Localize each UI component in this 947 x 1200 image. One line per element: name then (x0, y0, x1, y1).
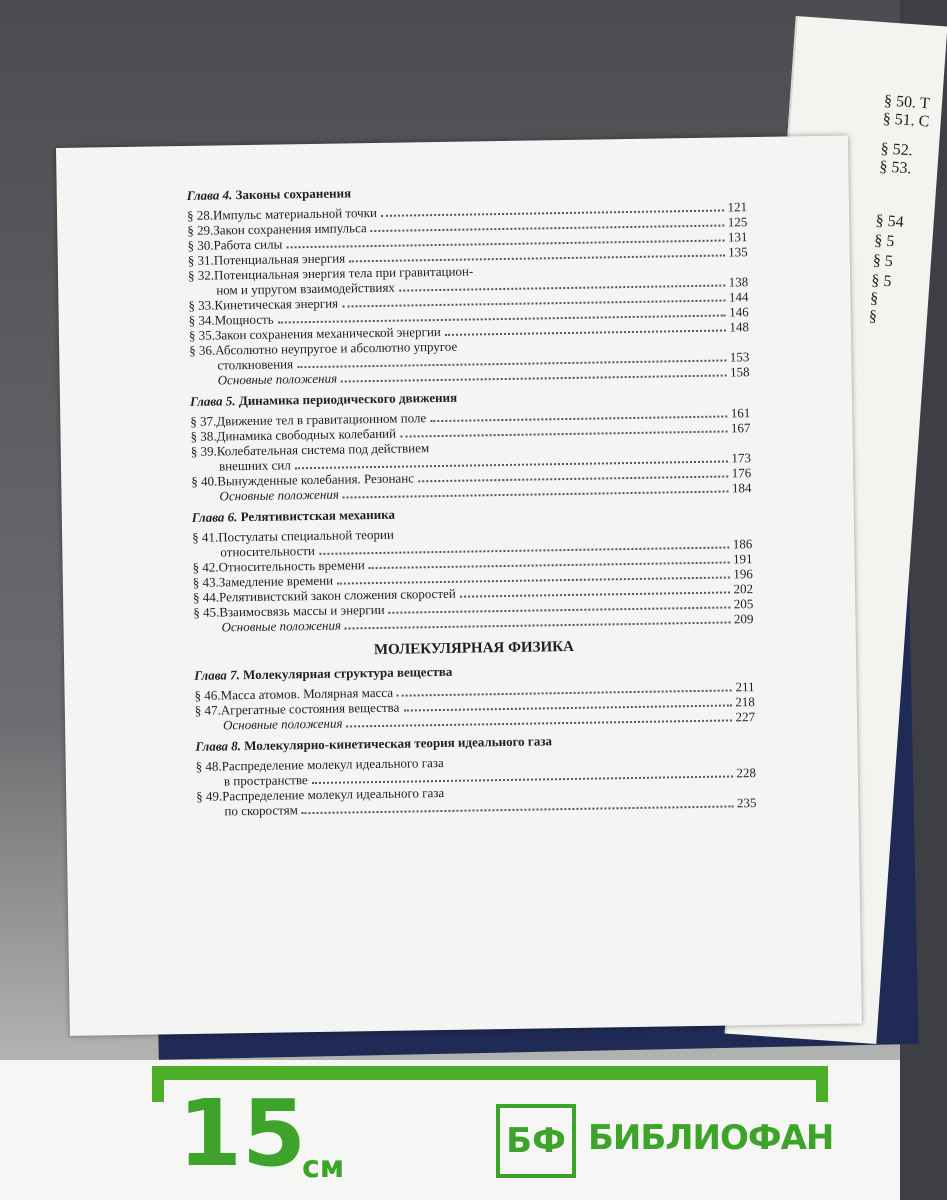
right-page-entry: § 54 (875, 212, 905, 231)
page-number: 227 (735, 709, 756, 725)
entry-title: Замедление времени (218, 572, 334, 590)
logo-name: БИБЛИОФАН (588, 1118, 834, 1158)
chapter-number: Глава 5. (189, 393, 236, 409)
page-number: 167 (730, 420, 751, 436)
chapter-number: Глава 7. (194, 667, 240, 683)
chapter-title: Молекулярно-кинетическая теория идеального газа (240, 733, 553, 754)
right-page-entry: § 5 (872, 251, 894, 271)
page-number: 228 (736, 765, 757, 781)
page-number: 135 (728, 244, 748, 260)
page-number: 153 (729, 349, 750, 365)
page-number: 186 (732, 536, 753, 552)
page-number: 191 (732, 551, 753, 567)
entry-number: § 33. (188, 297, 215, 313)
leader-dots (343, 490, 728, 498)
page-number: 205 (733, 596, 754, 612)
entry-number: § 39. (190, 443, 217, 459)
ruler-tick-right (816, 1066, 828, 1102)
page-number: 121 (727, 199, 748, 215)
entry-title: Импульс материальной точки (212, 204, 378, 223)
entry-number: § 41. (192, 529, 219, 545)
page-number: 173 (731, 450, 752, 466)
chapter-number: Глава 4. (186, 187, 233, 203)
entry-title: Абсолютно неупругое и абсолютно упругое (215, 338, 458, 358)
entry-title: Постулаты специальной теории (218, 526, 394, 545)
entry-title: ном и упругом взаимодействиях (216, 279, 395, 298)
entry-number: § 37. (190, 413, 217, 429)
entry-title: Относительность времени (218, 557, 365, 575)
logo-mark: БФ (496, 1104, 576, 1178)
table-of-contents (187, 173, 757, 819)
chapter-number: Глава 8. (195, 738, 242, 754)
book-page (56, 136, 862, 1036)
entry-number: § 45. (193, 604, 220, 620)
right-page-entry: § (868, 307, 878, 326)
entry-title: Движение тел в гравитационном поле (216, 410, 427, 429)
right-page-entry: § 51. С (882, 110, 930, 131)
ruler-unit: см (302, 1150, 345, 1185)
entry-number: § 48. (195, 758, 222, 774)
entry-title: внешних сил (218, 457, 291, 474)
entry-title: Закон сохранения импульса (213, 220, 367, 238)
page-number: 161 (730, 405, 751, 421)
part-title: МОЛЕКУЛЯРНАЯ ФИЗИКА (373, 638, 575, 659)
ruler-number: 15 (178, 1080, 307, 1187)
entry-number: § 35. (188, 327, 216, 343)
leader-dots (345, 621, 730, 629)
leader-dots (346, 719, 731, 727)
page-number: 125 (727, 214, 748, 230)
page-number: 209 (733, 611, 754, 627)
entry-title: Распределение молекул идеального газа (222, 784, 445, 804)
entry-number: § 42. (192, 559, 219, 575)
page-number: 146 (729, 304, 749, 320)
entry-title: Потенциальная энергия (213, 250, 346, 268)
entry-title: Колебательная система под действием (216, 440, 430, 459)
entry-title: Основные положения (221, 617, 342, 635)
ruler-bar (152, 1066, 828, 1080)
entry-title: относительности (220, 542, 316, 560)
page-number: 176 (731, 465, 752, 481)
entry-title: Взаимосвязь массы и энергии (219, 601, 385, 620)
entry-title: Мощность (214, 311, 274, 328)
chapter-title: Молекулярная структура вещества (239, 663, 453, 683)
right-page-entry: § (869, 289, 879, 308)
entry-number: § 32. (187, 267, 215, 283)
entry-number: § 40. (191, 473, 218, 489)
entry-title: Основные положения (219, 486, 339, 504)
page-number: 138 (728, 274, 749, 290)
entry-title: Релятивистский закон сложения скоростей (218, 585, 456, 605)
leader-dots (341, 375, 726, 383)
entry-title: Агрегатные состояния вещества (220, 699, 400, 718)
entry-title: Масса атомов. Молярная масса (220, 684, 394, 703)
entry-title: Вынужденные колебания. Резонанс (217, 470, 415, 489)
entry-title: Потенциальная энергия тела при гравитацион- (213, 263, 474, 283)
entry-title: Распределение молекул идеального газа (221, 754, 444, 774)
entry-number: § 29. (187, 222, 214, 238)
entry-number: § 36. (189, 342, 216, 358)
entry-number: § 44. (192, 589, 220, 605)
chapter-title: Законы сохранения (232, 185, 352, 203)
page-number: 218 (735, 694, 755, 710)
entry-title: в пространстве (223, 772, 308, 789)
entry-title: Закон сохранения механической энергии (214, 323, 441, 343)
page-number: 211 (735, 679, 755, 695)
page-number: 184 (731, 480, 752, 496)
page-number: 158 (729, 364, 750, 380)
entry-number: § 30. (187, 237, 214, 253)
right-page-entry: § 5 (873, 231, 895, 251)
entry-title: Основные положения (222, 715, 343, 733)
right-page-entry: § 53. (878, 158, 912, 178)
entry-number: § 47. (194, 702, 221, 718)
right-page-entry: § 52. (880, 140, 914, 160)
entry-number: § 34. (188, 312, 215, 328)
page-number: 148 (729, 319, 750, 335)
entry-title: столкновения (217, 356, 294, 373)
entry-title: по скоростям (224, 802, 298, 819)
leader-dots (302, 805, 733, 814)
entry-number: § 49. (196, 788, 223, 804)
entry-title: Основные положения (217, 370, 338, 388)
page-number: 131 (727, 229, 748, 245)
entry-title: Работа силы (213, 236, 283, 253)
page-number: 196 (733, 566, 753, 582)
page-number: 144 (728, 289, 749, 305)
right-page-entry: § 5 (870, 271, 893, 291)
chapter-number: Глава 6. (191, 509, 238, 525)
entry-number: § 46. (194, 687, 221, 703)
entry-number: § 31. (187, 252, 214, 268)
right-page-entry: § 50. Т (883, 92, 931, 113)
page-number: 202 (733, 581, 754, 597)
entry-title: Кинетическая энергия (214, 295, 339, 313)
chapter-title: Динамика периодического движения (235, 389, 458, 409)
entry-number: § 43. (192, 574, 219, 590)
ruler-tick-left (152, 1066, 164, 1102)
entry-title: Динамика свободных колебаний (216, 425, 397, 444)
entry-number: § 28. (186, 207, 214, 223)
page-number: 235 (736, 795, 757, 811)
entry-number: § 38. (190, 428, 217, 444)
chapter-title: Релятивистская механика (237, 506, 396, 525)
